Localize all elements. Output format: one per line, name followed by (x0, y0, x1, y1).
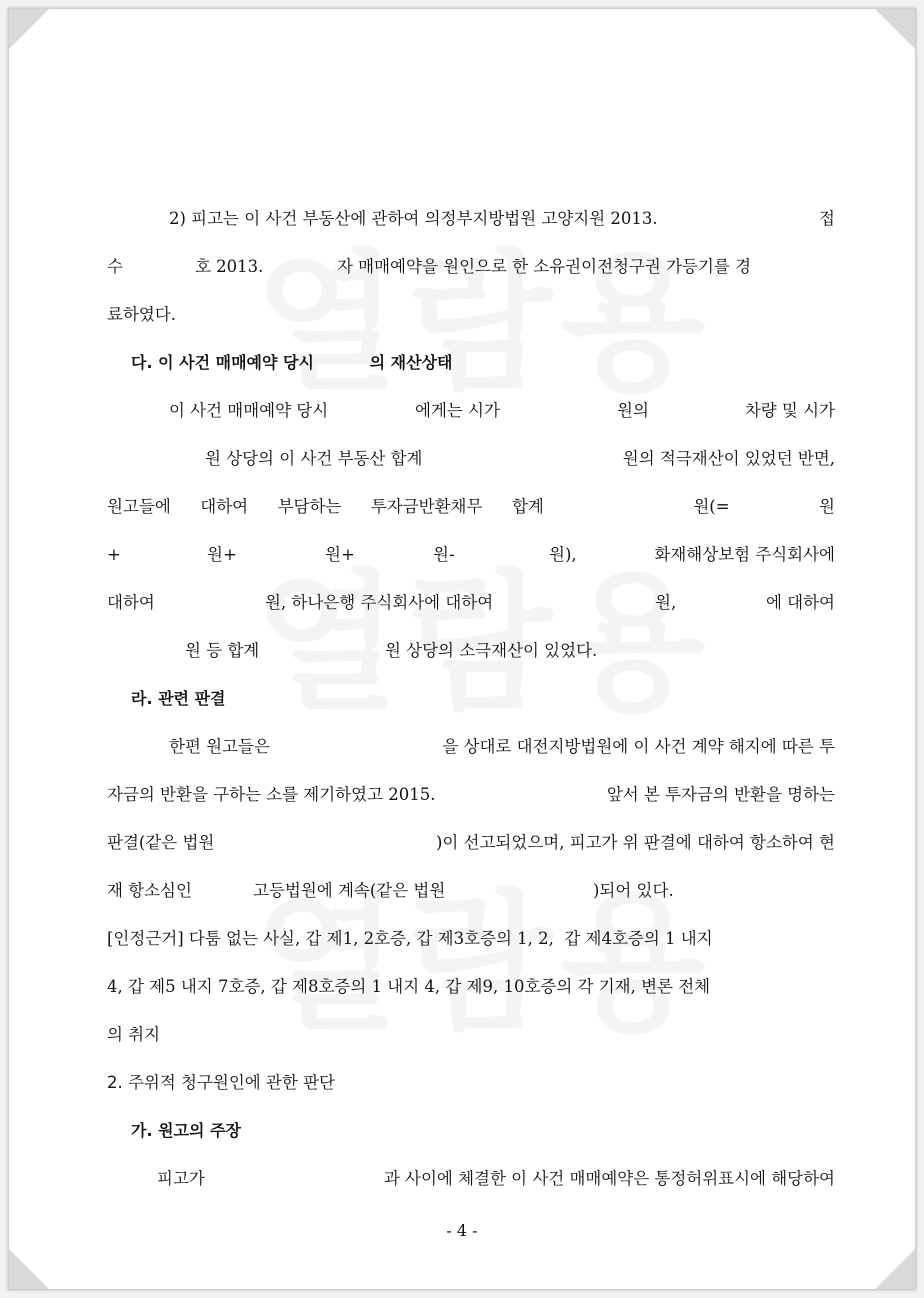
section-heading: 2. 주위적 청구원인에 관한 판단 (107, 1073, 335, 1092)
page-corner-top-left (9, 9, 49, 49)
page-corner-bottom-left (9, 1249, 49, 1289)
watermark (249, 889, 719, 1039)
evidence-line: 4, 갑 제5 내지 7호증, 갑 제8호증의 1 내지 4, 갑 제9, 10호증의 각 기재, 변론 전체 (107, 977, 711, 996)
evidence-line: [인정근거] 다툼 없는 사실, 갑 제1, 2호증, 갑 제3호증의 1, 2, 갑 제4호증의 1 내지 (107, 929, 713, 948)
section-heading: 라. 관련 판결 (131, 689, 226, 708)
document-page: 2) 피고는 이 사건 부동산에 관하여 의정부지방법원 고양지원 2013. 접 수 호 2013. 자 매매예약을 원인으로 한 소유권이전청구권 가등기를 경 료하였다. 다. 이 사건 매매예약 당시 의 재산상태 이 사건 매매예약 당시 에게는 시가 원의 차량 및 시가 원 상당의 이 사건 부동산 합계 원의 적극재산이 있었던 반면, 원고들에 대하여 부담하는 투자금반환채무 합계 원(= 원 + 원+ 원+ 원- 원), 화재해상보험 주식회사에 대하여 원, 하나은행 주식회사에 대하여 원, 에 대하여 원 등 합계 원 상당의 소극재산이 있었다. 라. 관련 판결 한편 원고들은 을 상대로 대전지방법원에 이 사건 계약 해지에 따른 투 자금의 반환을 구하는 소를 제기하였고 2015. 앞서 본 투자금의 반환을 명하는 판결(같은 법원 )이 선고되었으며, 피고가 위 판결에 대하여 항소하여 현 재 항소심인 고등법원에 계속(같은 법원 )되어 있다. [인정근거] 다툼 없는 사실, 갑 제1, 2호증, 갑 제3호증의 1, 2, 갑 제4호증의 1 내지 4, 갑 제5 내지 7호증, 갑 제8호증의 1 내지 4, 갑 제9, 10호증의 각 기재, 변론 전체 의 취지 2. 주위적 청구원인에 관한 판단 가. 원고의 주장 피고가 과 사이에 체결한 이 사건 매매예약은 통정허위표시에 해당하여 - 4 - (8, 8, 916, 1290)
section-heading: 가. 원고의 주장 (131, 1121, 241, 1140)
evidence-line: 의 취지 (107, 1025, 161, 1044)
paragraph-line: 료하였다. (107, 305, 177, 324)
paragraph-line: 원고들에 대하여 부담하는 투자금반환채무 합계 원(= 원 (107, 497, 835, 516)
page-corner-bottom-right (875, 1249, 915, 1289)
page-number: - 4 - (446, 1221, 478, 1240)
page-corner-top-right (875, 9, 915, 49)
section-heading: 다. 이 사건 매매예약 당시 의 재산상태 (131, 353, 453, 372)
